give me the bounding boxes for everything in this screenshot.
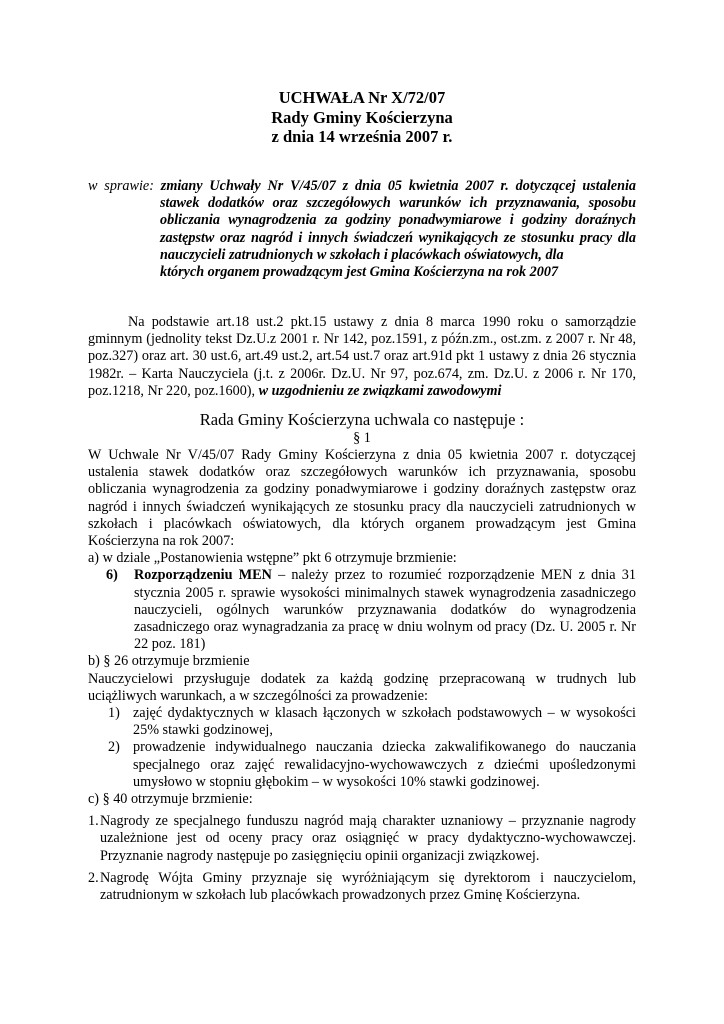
change-b-text: Nauczycielowi przysługuje dodatek za każdą godzinę przepracowaną w trudnych lub uciążliwych warunkach, a w szczególności za prowadzenie:	[88, 670, 636, 704]
legal-basis-text: Na podstawie art.18 ust.2 pkt.15 ustawy z dnia 8 marca 1990 roku o samorządzie gminnym (jednolity tekst Dz.U.z 2001 r. Nr 142, poz.1591, z późn.zm., ost.zm. z 2007 r. Nr 48, poz.327) oraz art. 30 ust.6, art.49 ust.2, art.54 ust.7 oraz art.91d pkt 1 ustawy z dnia 26 stycznia 1982r. – Karta Nauczyciela (j.t. z 2006r. Dz.U. Nr 97, poz.674, zm. Dz.U. z 2006 r. Nr 170, poz.1218, Nr 220, poz.1600),	[88, 314, 636, 399]
change-a-item-text: – należy przez to rozumieć rozporządzenie MEN z dnia 31 stycznia 2005 r. sprawie wysokości minimalnych stawek wynagrodzenia zasadniczego nauczycieli, ogólnych warunków przyznawania dodatków do wynagrodzenia zasadniczego oraz wynagradzania za pracę w dniu wolnym od pracy (Dz. U. 2005 r. Nr 22 poz. 181)	[134, 567, 636, 653]
legal-basis	[88, 314, 636, 400]
section-sign: § 1	[353, 430, 371, 446]
change-a-intro: a) w dziale „Postanowienia wstępne” pkt 6 otrzymuje brzmienie:	[88, 550, 457, 567]
list-item-number: 2.	[88, 869, 99, 886]
document-header	[0, 88, 724, 147]
subject-block	[88, 178, 636, 281]
legal-basis-paragraph	[88, 314, 636, 400]
council-name: Rady Gminy Kościerzyna	[271, 107, 453, 127]
list-item	[108, 705, 636, 739]
subject-rest-text: stawek dodatków oraz szczegółowych warunków ich przyznawania, sposobu obliczania wynagrodzenia za godziny ponadwymiarowe i godziny doraźnych zastępstw oraz nagród i innych świadczeń wynikających ze stosunku pracy dla nauczycieli zatrudnionych w szkołach i placówkach oświatowych, dla	[160, 195, 636, 263]
list-item	[88, 813, 636, 865]
resolution-date: z dnia 14 września 2007 r.	[271, 127, 453, 146]
subject-first-line	[88, 178, 636, 195]
legal-basis-emphasis: w uzgodnieniu ze związkami zawodowymi	[258, 382, 502, 399]
change-c-intro: c) § 40 otrzymuje brzmienie:	[88, 791, 253, 808]
subject-last-line: których organem prowadzącym jest Gmina Kościerzyna na rok 2007	[160, 264, 559, 281]
change-b-intro: b) § 26 otrzymuje brzmienie	[88, 653, 250, 670]
main-content	[88, 447, 636, 904]
list-item-number: 1.	[88, 813, 99, 830]
change-a-item-body	[134, 567, 636, 653]
subject-continuation	[88, 195, 636, 281]
list-item-text: zajęć dydaktycznych w klasach łączonych w szkołach podstawowych – w wysokości 25% stawki godzinowej,	[133, 705, 636, 739]
paragraph-1: W Uchwale Nr V/45/07 Rady Gminy Kościerzyna z dnia 05 kwietnia 2007 r. dotyczącej ustalenia stawek dodatków oraz szczegółowych warunków ich przyznawania, sposobu obliczania wynagrodzenia za godziny ponadwymiarowe i godziny doraźnych zastępstw oraz nagród i innych świadczeń wynikających ze stosunku pracy dla nauczycieli zatrudnionych w szkołach i placówkach oświatowych, dla których organem prowadzącym jest Gmina Kościerzyna na rok 2007:	[88, 447, 636, 550]
change-b-list	[88, 705, 636, 791]
subject-first-text: zmiany Uchwały Nr V/45/07 z dnia 05 kwietnia 2007 r. dotyczącej ustalenia	[160, 178, 636, 194]
subject-label: w sprawie:	[88, 178, 154, 194]
list-item-number: 1)	[108, 705, 120, 722]
resolution-statement: Rada Gminy Kościerzyna uchwala co następuje :	[199, 410, 525, 429]
list-item-number: 2)	[108, 739, 120, 756]
list-item	[108, 739, 636, 791]
change-a-item	[88, 567, 636, 653]
change-a-item-number: 6)	[106, 567, 118, 584]
list-item-text: Nagrody ze specjalnego funduszu nagród mają charakter uznaniowy – przyznanie nagrody uzależnione jest od oceny pracy oraz osiągnięć w pracy dydaktyczno-wychowawczej. Przyznanie nagrody następuje po zasięgnięciu opinii organizacji związkowej.	[100, 813, 636, 864]
resolution-title: UCHWAŁA Nr X/72/07	[278, 88, 446, 107]
list-item	[88, 870, 636, 904]
list-item-text: Nagrodę Wójta Gminy przyznaje się wyróżniającym się dyrektorom i nauczycielom, zatrudnionym w szkołach lub placówkach prowadzonych przez Gminę Kościerzyna.	[100, 869, 636, 904]
change-a-item-label: Rozporządzeniu MEN	[134, 567, 272, 584]
list-item-text: prowadzenie indywidualnego nauczania dziecka zakwalifikowanego do nauczania specjalnego oraz zajęć rewalidacyjno-wychowawczych z dziećmi upośledzonymi umysłowo w stopniu głębokim – w wysokości 10% stawki godzinowej.	[133, 739, 636, 790]
